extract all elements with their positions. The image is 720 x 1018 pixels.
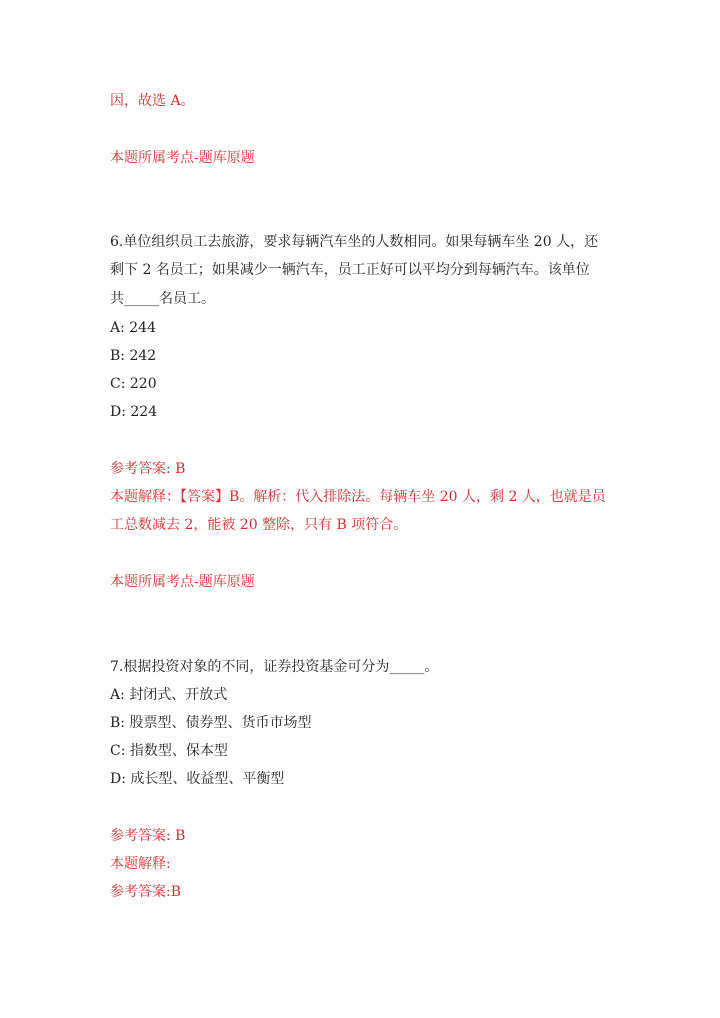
q6-explanation-line-2: 工总数减去 2，能被 20 整除，只有 B 项符合。	[110, 517, 408, 533]
q6-option-b: B: 242	[110, 348, 157, 364]
q7-option-c: C: 指数型、保本型	[110, 743, 228, 759]
q7-option-a: A: 封闭式、开放式	[110, 687, 228, 703]
q7-stem: 7.根据投资对象的不同，证券投资基金可分为_____。	[110, 659, 439, 675]
q7-answer-repeat: 参考答案:B	[110, 884, 182, 900]
prev-answer-tail: 因，故选 A。	[110, 93, 195, 109]
q6-source-tag: 本题所属考点-题库原题	[110, 574, 255, 590]
q6-stem-line-1: 6.单位组织员工去旅游，要求每辆汽车坐的人数相同。如果每辆车坐 20 人，还	[110, 234, 599, 250]
q7-option-b: B: 股票型、债券型、货币市场型	[110, 715, 312, 731]
q6-option-c: C: 220	[110, 376, 157, 392]
q7-option-d: D: 成长型、收益型、平衡型	[110, 771, 285, 787]
q6-answer: 参考答案: B	[110, 461, 186, 477]
q6-option-d: D: 224	[110, 404, 158, 420]
q6-stem-line-3: 共_____名员工。	[110, 291, 215, 307]
q6-option-a: A: 244	[110, 320, 156, 336]
q7-answer: 参考答案: B	[110, 828, 186, 844]
prev-source-tag: 本题所属考点-题库原题	[110, 150, 255, 166]
q7-explanation: 本题解释:	[110, 856, 171, 872]
q6-stem-line-2: 剩下 2 名员工；如果减少一辆汽车，员工正好可以平均分到每辆汽车。该单位	[110, 262, 590, 278]
q6-explanation-line-1: 本题解释：【答案】B。解析：代入排除法。每辆车坐 20 人，剩 2 人，也就是员	[110, 489, 606, 505]
